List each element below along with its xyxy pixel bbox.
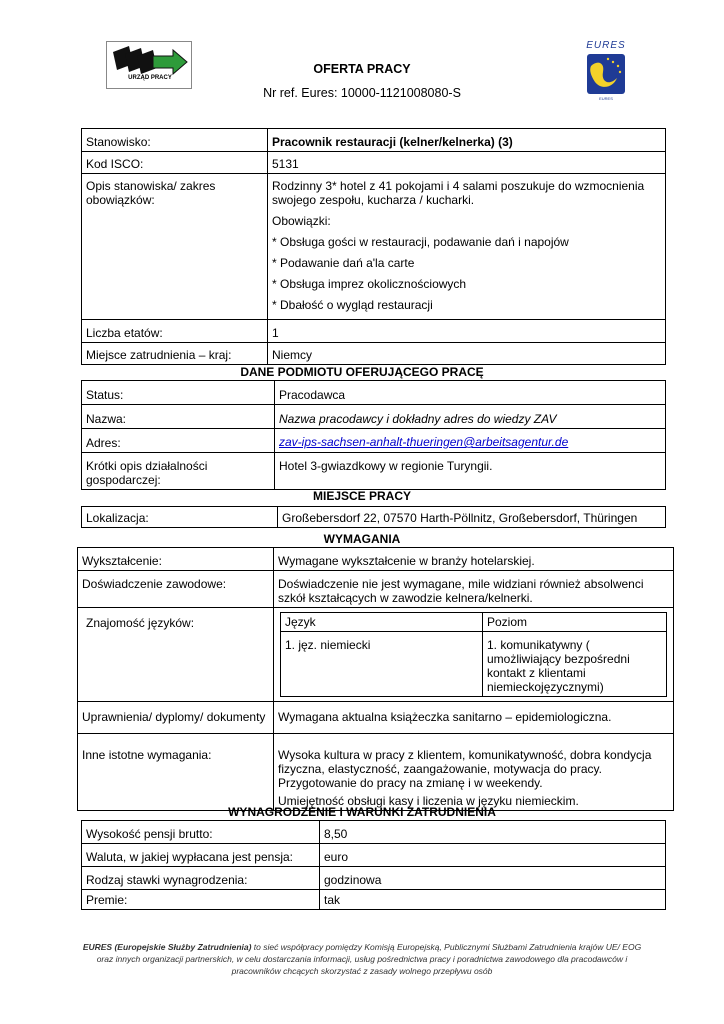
inne-value-2: Umiejętność obsługi kasy i liczenia w języku niemieckim. (278, 794, 579, 808)
table-row (78, 571, 674, 608)
rate-type-value: godzinowa (320, 867, 666, 890)
wyksztalcenie-value: Wymagane wykształcenie w branży hotelarskiej. (274, 548, 674, 571)
footer-note (60, 941, 664, 977)
table-row (82, 343, 666, 365)
rate-type-label: Rodzaj stawki wynagrodzenia: (82, 867, 320, 890)
duty-item: * Dbałość o wygląd restauracji (272, 298, 433, 312)
table-row (281, 632, 667, 697)
wyksztalcenie-label: Wykształcenie: (78, 548, 274, 571)
table-row (82, 381, 666, 405)
duty-item: * Podawanie dań a'la carte (272, 256, 415, 270)
table-row (82, 174, 666, 320)
table-row (78, 702, 674, 734)
currency-label: Waluta, w jakiej wypłacana jest pensja: (82, 844, 320, 867)
footer-bold: EURES (Europejskie Służby Zatrudnienia) (82, 942, 252, 952)
isco-value: 5131 (268, 152, 666, 174)
bonus-label: Premie: (82, 890, 320, 910)
dzialalnosc-label: Krótki opis działalności gospodarczej: (82, 453, 275, 490)
languages-table (280, 612, 667, 697)
duty-item: * Obsługa imprez okolicznościowych (272, 277, 467, 291)
bonus-value: tak (320, 890, 666, 910)
table-row (281, 613, 667, 632)
table-row (82, 320, 666, 343)
table-row (82, 890, 666, 910)
salary-value: 8,50 (320, 821, 666, 844)
section-title-employer: DANE PODMIOTU OFERUJĄCEGO PRACĘ (240, 365, 484, 379)
inne-label: Inne istotne wymagania: (78, 734, 274, 811)
language-header: Język (281, 613, 483, 632)
stanowisko-label: Stanowisko: (82, 129, 268, 152)
salary-table (81, 820, 666, 910)
etaty-label: Liczba etatów: (82, 320, 268, 343)
jezyki-cell (274, 608, 674, 702)
section-title-salary: WYNAGRODZENIE I WARUNKI ZATRUDNIENIA (228, 805, 496, 819)
jezyki-label: Znajomość języków: (78, 608, 274, 702)
table-row (82, 507, 666, 528)
employer-table (81, 380, 666, 490)
dzialalnosc-value: Hotel 3-gwiazdkowy w regionie Turyngii. (275, 453, 666, 490)
opis-value (268, 174, 666, 320)
table-row (78, 608, 674, 702)
language-value: 1. jęz. niemiecki (281, 632, 483, 697)
level-value: 1. komunikatywny ( umożliwiający bezpośredni kontakt z klientami niemieckojęzycznymi) (483, 632, 667, 697)
inne-cell (274, 734, 674, 811)
table-row (78, 548, 674, 571)
table-row (82, 844, 666, 867)
footer-line-2: oraz innych organizacji partnerskich, w celu dostarczania informacji, usług pośrednictwa pracy i poradnictwa zawodowego dla pracodawców i (96, 954, 628, 964)
level-header: Poziom (483, 613, 667, 632)
footer-line-1: to sieć współpracy pomiędzy Komisją Europejską, Publicznymi Służbami Zatrudnienia krajów UE/ EOG (251, 942, 642, 952)
uprawnienia-value: Wymagana aktualna książeczka sanitarno – epidemiologiczna. (274, 702, 674, 734)
requirements-table (77, 547, 674, 811)
section-title-requirements: WYMAGANIA (323, 532, 401, 546)
uprawnienia-label: Uprawnienia/ dyplomy/ dokumenty (78, 702, 274, 734)
table-row (82, 453, 666, 490)
lokalizacja-label: Lokalizacja: (82, 507, 278, 528)
eures-logo-subtext: EURES (599, 96, 613, 101)
lokalizacja-value: Großebersdorf 22, 07570 Harth-Pöllnitz, Großebersdorf, Thüringen (278, 507, 666, 528)
kraj-value: Niemcy (268, 343, 666, 365)
nazwa-value: Nazwa pracodawcy i dokładny adres do wiedzy ZAV (275, 405, 666, 429)
table-row (82, 405, 666, 429)
page-title: OFERTA PRACY (313, 62, 411, 76)
table-row (82, 867, 666, 890)
obowiazki-label: Obowiązki: (272, 214, 331, 228)
nazwa-label: Nazwa: (82, 405, 275, 429)
status-label: Status: (82, 381, 275, 405)
table-row (82, 429, 666, 453)
section-title-workplace: MIEJSCE PRACY (312, 489, 412, 503)
salary-label: Wysokość pensji brutto: (82, 821, 320, 844)
duty-item: * Obsługa gości w restauracji, podawanie dań i napojów (272, 235, 569, 249)
urzad-pracy-logo-text: URZĄD PRACY (128, 75, 172, 81)
status-value: Pracodawca (275, 381, 666, 405)
currency-value: euro (320, 844, 666, 867)
table-row (78, 734, 674, 811)
stanowisko-value: Pracownik restauracji (kelner/kelnerka) (3) (268, 129, 666, 152)
table-row (82, 152, 666, 174)
opis-label: Opis stanowiska/ zakres obowiązków: (82, 174, 268, 320)
reference-number: Nr ref. Eures: 10000-1121008080-S (263, 86, 461, 100)
doswiadczenie-label: Doświadczenie zawodowe: (78, 571, 274, 608)
kraj-label: Miejsce zatrudnienia – kraj: (82, 343, 268, 365)
adres-label: Adres: (82, 429, 275, 453)
doswiadczenie-value: Doświadczenie nie jest wymagane, mile widziani również absolwenci szkół kształcących w zawodzie kelnera/kelnerki. (274, 571, 674, 608)
table-row (82, 129, 666, 152)
footer-line-3: pracowników chcących skorzystać z zasady wolnego przepływu osób (231, 966, 493, 976)
etaty-value: 1 (268, 320, 666, 343)
opis-intro: Rodzinny 3* hotel z 41 pokojami i 4 salami poszukuje do wzmocnienia swojego zespołu, kucharza / kucharki. (272, 179, 645, 207)
eures-logo-text: EURES (586, 40, 626, 51)
adres-cell (275, 429, 666, 453)
table-row (82, 821, 666, 844)
workplace-table (81, 506, 666, 528)
adres-email-link[interactable]: zav-ips-sachsen-anhalt-thueringen@arbeitsagentur.de (279, 435, 569, 449)
offer-table (81, 128, 666, 365)
inne-value-1: Wysoka kultura w pracy z klientem, komunikatywność, dobra kondycja fizyczna, elastyczność, zaangażowanie, motywacja do pracy. Przygotowanie do pracy na zmianę i w weekendy. (278, 748, 652, 790)
isco-label: Kod ISCO: (82, 152, 268, 174)
